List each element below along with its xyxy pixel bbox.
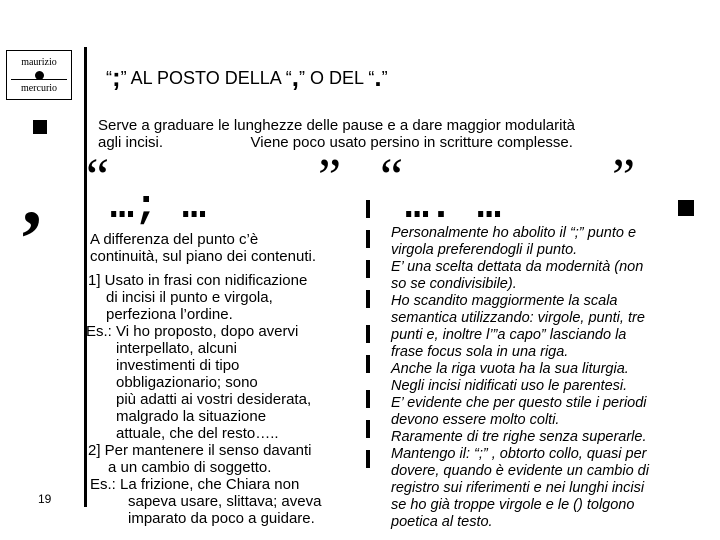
title-semicolon: ; <box>112 62 121 92</box>
right-line: frase focus sola in una riga. <box>391 344 569 360</box>
right-line: punti e, inoltre l’”a capo” lasciando la <box>391 327 627 343</box>
right-line: dovere, quando è evidente un cambio di <box>391 463 649 479</box>
right-line: Mantengo il: “;” , obtorto collo, quasi per <box>391 446 647 462</box>
left-line: a un cambio di soggetto. <box>108 459 272 476</box>
right-column <box>391 225 716 531</box>
left-line: interpellato, alcuni <box>116 340 237 357</box>
left-line: imparato da poco a guidare. <box>128 510 315 527</box>
left-line: Es.: La frizione, che Chiara non <box>90 476 300 493</box>
right-line: E’ evidente che per questo stile i periodi <box>391 395 647 411</box>
right-line: se ho già troppe virgole e le () tolgono <box>391 497 635 513</box>
figure-open-quote-1: “ <box>86 149 110 206</box>
right-line: poetica al testo. <box>391 514 493 530</box>
left-line: 1] Usato in frasi con nidificazione <box>88 272 308 289</box>
figure-open-quote-2: “ <box>380 149 404 206</box>
figure-dots-example: …. … <box>405 185 502 230</box>
title-open-quote: “ <box>106 68 112 88</box>
right-line: E’ una scelta dettata da modernità (non <box>391 259 644 275</box>
figure-close-quote-2: ” <box>612 149 636 206</box>
left-line: malgrado la situazione <box>116 408 267 425</box>
page-title <box>106 62 388 93</box>
mid-separator-3 <box>366 260 370 278</box>
right-line: Ho scandito maggiormente la scala <box>391 293 618 309</box>
right-line: registro sui riferimenti e nei lunghi incisi <box>391 480 645 496</box>
big-semicolon-comma: , <box>22 154 42 242</box>
figure-period-square <box>678 200 694 216</box>
left-line: sapeva usare, slittava; aveva <box>128 493 322 510</box>
right-line: Negli incisi nidificati uso le parentesi. <box>391 378 628 394</box>
right-line: semantica utilizzando: virgole, punti, tre <box>391 310 645 326</box>
left-column <box>86 231 366 527</box>
left-line: di incisi il punto e virgola, <box>106 289 273 306</box>
left-line: 2] Per mantenere il senso davanti <box>88 442 312 459</box>
page-number: 19 <box>38 492 52 506</box>
mid-separator-8 <box>366 420 370 438</box>
title-period: . <box>374 62 382 92</box>
left-line: perfeziona l’ordine. <box>106 306 233 323</box>
left-line: obbligazionario; sono <box>116 374 258 391</box>
logo-divider <box>11 79 67 80</box>
right-line: virgola preferendogli il punto. <box>391 242 578 258</box>
left-line: continuità, sul piano dei contenuti. <box>90 248 316 265</box>
figure-semicolon-example: …; … <box>110 185 207 230</box>
right-line: Anche la riga vuota ha la sua liturgia. <box>391 361 629 377</box>
right-line: devono essere molto colti. <box>391 412 560 428</box>
left-line: A differenza del punto c’è <box>90 231 259 248</box>
logo-line-2: mercurio <box>20 83 58 94</box>
logo-line-1: maurizio <box>21 57 57 68</box>
left-line: attuale, che del resto….. <box>116 425 279 442</box>
mid-separator-4 <box>366 290 370 308</box>
mid-separator-7 <box>366 390 370 408</box>
title-part-2: ” O DEL “ <box>298 68 375 88</box>
right-line: so se condivisibile). <box>391 276 517 292</box>
right-line: Raramente di tre righe senza superarle. <box>391 429 647 445</box>
logo <box>6 50 72 100</box>
mid-separator-2 <box>366 230 370 248</box>
mid-separator-1 <box>366 200 370 218</box>
figure-close-quote-1: ” <box>318 149 342 206</box>
left-line: Es.: Vi ho proposto, dopo avervi <box>86 323 299 340</box>
big-semicolon-dot <box>33 120 47 134</box>
mid-separator-6 <box>366 355 370 373</box>
mid-separator-9 <box>366 450 370 468</box>
subtitle: Serve a graduare le lunghezze delle pause e a dare maggior modularità agli incisi. Viene poco usato persino in scritture complesse. <box>98 117 575 151</box>
left-line: investimenti di tipo <box>116 357 240 374</box>
mid-separator-5 <box>366 325 370 343</box>
title-part-1: ” AL POSTO DELLA “ <box>120 68 292 88</box>
left-line: più adatti ai vostri desiderata, <box>116 391 312 408</box>
right-line: Personalmente ho abolito il “;” punto e <box>391 225 637 241</box>
title-close-quote: ” <box>381 68 388 88</box>
title-comma: , <box>291 62 299 92</box>
